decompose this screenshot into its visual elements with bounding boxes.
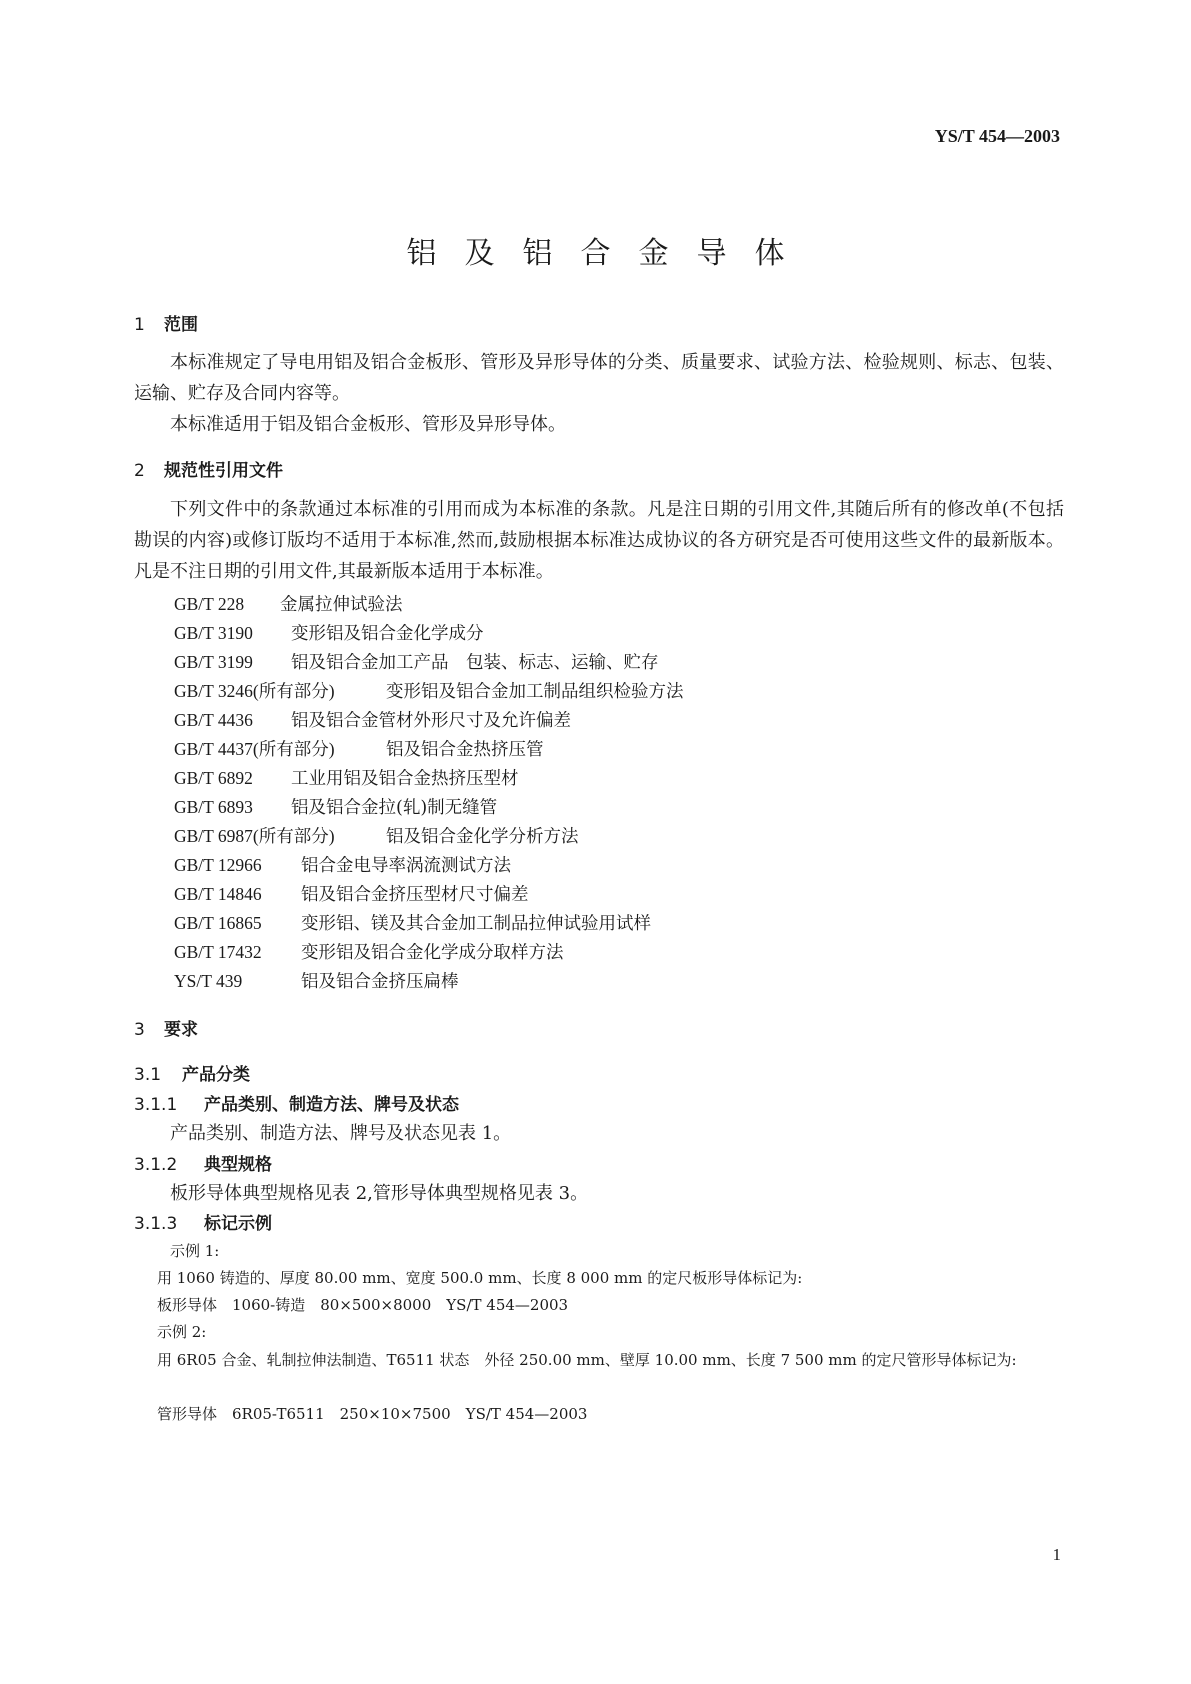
subsection-3-1-2-text: 板形导体典型规格见表 2,管形导体典型规格见表 3。 <box>170 1183 589 1204</box>
subsection-number: 3.1.3 <box>134 1214 178 1234</box>
reference-title: 变形铝及铝合金化学成分取样方法 <box>301 943 564 963</box>
reference-item <box>174 968 459 993</box>
section-number: 3 <box>134 1020 145 1040</box>
section-title: 范围 <box>164 315 198 335</box>
reference-title: 变形铝及铝合金加工制品组织检验方法 <box>386 682 684 702</box>
reference-code: GB/T 3190 <box>174 623 253 643</box>
reference-title: 工业用铝及铝合金热挤压型材 <box>291 769 519 789</box>
reference-title: 铝及铝合金管材外形尺寸及允许偏差 <box>291 711 571 731</box>
reference-title: 铝及铝合金化学分析方法 <box>386 827 579 847</box>
section-number: 2 <box>134 461 145 481</box>
reference-title: 铝及铝合金拉(轧)制无缝管 <box>291 798 498 818</box>
subsection-number: 3.1 <box>134 1065 162 1085</box>
reference-code: GB/T 4437(所有部分) <box>174 739 335 759</box>
reference-code: GB/T 3246(所有部分) <box>174 681 335 701</box>
example-1-marking: 板形导体 1060-铸造 80×500×8000 YS/T 454—2003 <box>157 1296 569 1314</box>
section-title: 规范性引用文件 <box>164 461 283 481</box>
reference-title: 变形铝及铝合金化学成分 <box>291 624 484 644</box>
section-1-paragraph-1: 本标准规定了导电用铝及铝合金板形、管形及异形导体的分类、质量要求、试验方法、检验规则、标志、包装、运输、贮存及合同内容等。 <box>134 352 1064 404</box>
reference-item <box>174 881 529 906</box>
section-2-intro: 下列文件中的条款通过本标准的引用而成为本标准的条款。凡是注日期的引用文件,其随后所有的修改单(不包括勘误的内容)或修订版均不适用于本标准,然而,鼓励根据本标准达成协议的各方研究是否可使用这些文件的最新版本。凡是不注日期的引用文件,其最新版本适用于本标准。 <box>134 499 1064 582</box>
section-1-heading <box>134 310 198 335</box>
subsection-number: 3.1.2 <box>134 1155 178 1175</box>
reference-code: GB/T 6893 <box>174 797 253 817</box>
reference-item <box>174 910 651 935</box>
reference-code: GB/T 12966 <box>174 855 262 875</box>
reference-code: GB/T 6987(所有部分) <box>174 826 335 846</box>
reference-item <box>174 736 544 761</box>
subsection-3-1-3-heading <box>134 1209 272 1234</box>
reference-item <box>174 678 684 703</box>
subsection-title: 典型规格 <box>204 1155 272 1175</box>
reference-item <box>174 591 403 616</box>
subsection-number: 3.1.1 <box>134 1095 178 1115</box>
reference-title: 铝及铝合金挤压型材尺寸偏差 <box>301 885 529 905</box>
reference-item <box>174 794 497 819</box>
reference-item <box>174 852 511 877</box>
reference-title: 铝及铝合金加工产品 包装、标志、运输、贮存 <box>291 653 659 673</box>
document-title: 铝及铝合金导体 <box>406 236 813 271</box>
section-2-heading <box>134 456 283 481</box>
reference-item <box>174 707 571 732</box>
reference-item <box>174 939 564 964</box>
page-number: 1 <box>1052 1545 1061 1564</box>
reference-title: 铝合金电导率涡流测试方法 <box>301 856 511 876</box>
reference-code: GB/T 17432 <box>174 942 262 962</box>
reference-code: GB/T 228 <box>174 594 245 614</box>
subsection-title: 标记示例 <box>204 1214 272 1234</box>
reference-code: YS/T 439 <box>174 971 243 991</box>
reference-code: GB/T 14846 <box>174 884 262 904</box>
example-2-marking: 管形导体 6R05-T6511 250×10×7500 YS/T 454—2003 <box>157 1405 588 1423</box>
example-1-description: 用 1060 铸造的、厚度 80.00 mm、宽度 500.0 mm、长度 8 000 mm 的定尺板形导体标记为: <box>157 1269 803 1287</box>
subsection-3-1-heading <box>134 1060 250 1085</box>
reference-item <box>174 649 659 674</box>
standard-code: YS/T 454—2003 <box>934 126 1060 146</box>
reference-code: GB/T 4436 <box>174 710 253 730</box>
reference-code: GB/T 3199 <box>174 652 253 672</box>
section-3-heading <box>134 1015 198 1040</box>
reference-code: GB/T 6892 <box>174 768 253 788</box>
example-2-label: 示例 2: <box>157 1323 207 1341</box>
section-title: 要求 <box>164 1020 198 1040</box>
reference-item <box>174 823 579 848</box>
reference-title: 变形铝、镁及其合金加工制品拉伸试验用试样 <box>301 914 651 934</box>
reference-item <box>174 620 484 645</box>
subsection-title: 产品分类 <box>182 1065 250 1085</box>
reference-title: 金属拉伸试验法 <box>280 595 403 615</box>
example-1-label: 示例 1: <box>170 1242 220 1260</box>
reference-code: GB/T 16865 <box>174 913 262 933</box>
example-2-description: 用 6R05 合金、轧制拉伸法制造、T6511 状态 外径 250.00 mm、壁厚 10.00 mm、长度 7 500 mm 的定尺管形导体标记为: <box>157 1351 1017 1369</box>
section-number: 1 <box>134 315 145 335</box>
reference-title: 铝及铝合金热挤压管 <box>386 740 544 760</box>
reference-title: 铝及铝合金挤压扁棒 <box>301 972 459 992</box>
subsection-3-1-2-heading <box>134 1150 272 1175</box>
subsection-title: 产品类别、制造方法、牌号及状态 <box>204 1095 459 1115</box>
subsection-3-1-1-text: 产品类别、制造方法、牌号及状态见表 1。 <box>170 1123 512 1144</box>
reference-item <box>174 765 519 790</box>
subsection-3-1-1-heading <box>134 1090 459 1115</box>
section-1-paragraph-2: 本标准适用于铝及铝合金板形、管形及异形导体。 <box>170 414 566 435</box>
